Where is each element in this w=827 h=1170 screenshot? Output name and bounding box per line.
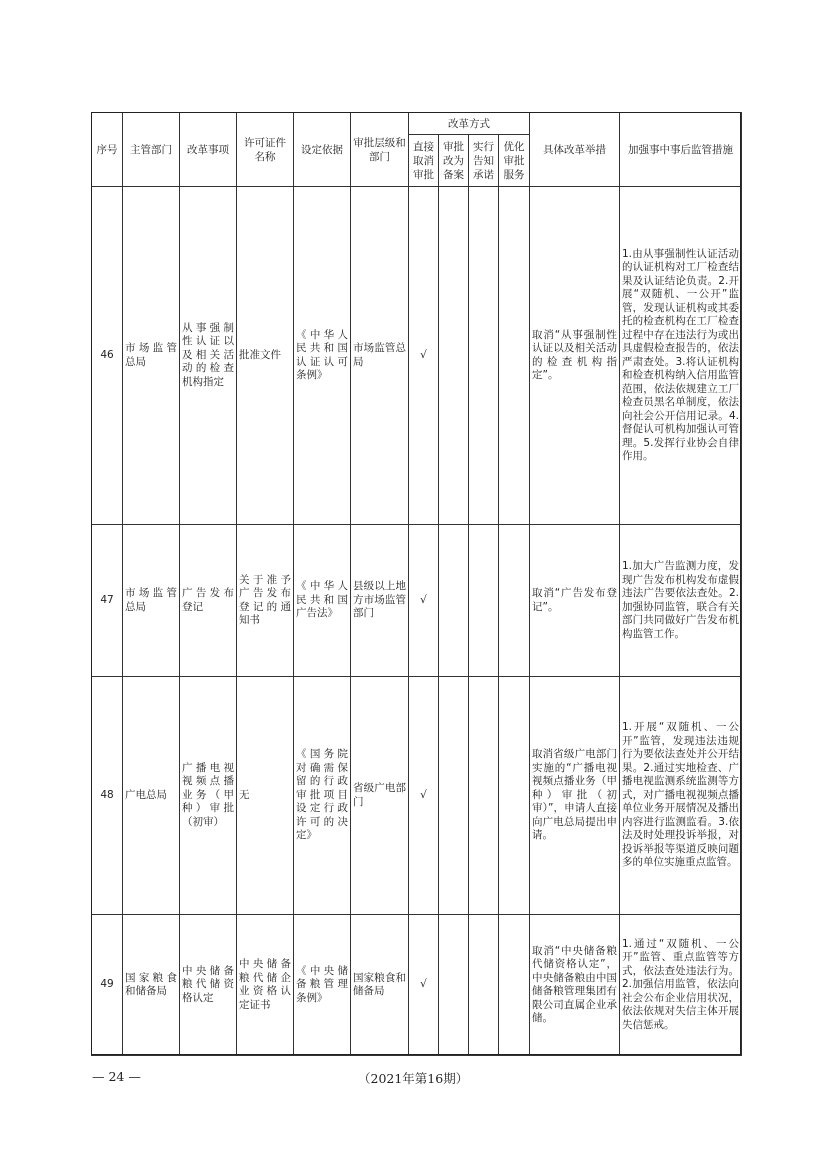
row-optimize-check [499,677,530,915]
row-measures: 取消“从事强制性认证以及相关活动的检查机构指定”。 [530,187,620,525]
row-dept: 市场监管总局 [123,187,180,525]
row-cancel-check: √ [409,525,439,677]
row-item: 中央储备粮代储资格认定 [180,915,237,1056]
header-method-group: 改革方式 [409,113,530,135]
row-item: 从事强制性认证以及相关活动的检查机构指定 [180,187,237,525]
table-row [92,677,742,915]
row-measures: 取消“广告发布登记”。 [530,525,620,677]
row-cancel-check: √ [409,915,439,1056]
row-item: 广播电视视频点播业务（甲种）审批（初审） [180,677,237,915]
row-number: 48 [92,677,123,915]
row-notify-check [469,677,499,915]
header-item: 改革事项 [180,113,237,187]
header-permit: 许可证件名称 [237,113,294,187]
row-optimize-check [499,187,530,525]
row-filing-check [439,915,469,1056]
row-level: 市场监管总局 [351,187,409,525]
row-permit: 关于准予广告发布登记的通知书 [237,525,294,677]
row-supervision: 1.开展“双随机、一公开”监管，发现违法违规行为要依法查处并公开结果。2.通过实地检查、广播电视监测系统监测等方式，对广播电视视频点播单位业务开展情况及播出内容进行监测监看。3.依法及时处理投诉举报，对投诉举报等渠道反映问题多的单位实施重点监管。 [620,677,742,915]
row-number: 46 [92,187,123,525]
row-level: 国家粮食和储备局 [351,915,409,1056]
row-supervision: 1.通过“双随机、一公开”监管、重点监管等方式，依法查处违法行为。2.加强信用监管，依法向社会公布企业信用状况，依法依规对失信主体开展失信惩戒。 [620,915,742,1056]
row-optimize-check [499,525,530,677]
row-basis: 《中央储备粮管理条例》 [294,915,351,1056]
row-level: 县级以上地方市场监管部门 [351,525,409,677]
row-permit: 无 [237,677,294,915]
row-supervision: 1.加大广告监测力度，发现广告发布机构发布虚假违法广告要依法查处。2.加强协同监管，联合有关部门共同做好广告发布机构监管工作。 [620,525,742,677]
row-notify-check [469,187,499,525]
header-method-cancel: 直接取消审批 [409,135,439,187]
table-row [92,915,742,1056]
page-number: — 24 — [92,1069,141,1084]
table-header [92,113,742,187]
row-supervision: 1.由从事强制性认证活动的认证机构对工厂检查结果及认证结论负责。2.开展“双随机、一公开”监管，发现认证机构或其委托的检查机构在工厂检查过程中存在违法行为或出具虚假检查报告的，依法严肃查处。3.将认证机构和检查机构纳入信用监管范围，依法依规建立工厂检查员黑名单制度，依法向社会公开信用记录。4.督促认可机构加强认可管理。5.发挥行业协会自律作用。 [620,187,742,525]
header-dept: 主管部门 [123,113,180,187]
header-method-optimize: 优化审批服务 [499,135,530,187]
issue-label: （2021年第16期） [358,1071,469,1086]
row-notify-check [469,525,499,677]
table-row [92,187,742,525]
row-filing-check [439,677,469,915]
header-seq: 序号 [92,113,123,187]
row-cancel-check: √ [409,677,439,915]
row-filing-check [439,187,469,525]
row-notify-check [469,915,499,1056]
row-basis: 《中华人民共和国认证认可条例》 [294,187,351,525]
row-optimize-check [499,915,530,1056]
header-measures: 具体改革举措 [530,113,620,187]
row-item: 广告发布登记 [180,525,237,677]
row-dept: 广电总局 [123,677,180,915]
row-dept: 国家粮食和储备局 [123,915,180,1056]
row-permit: 批准文件 [237,187,294,525]
row-cancel-check: √ [409,187,439,525]
row-number: 49 [92,915,123,1056]
header-level: 审批层级和部门 [351,113,409,187]
row-measures: 取消省级广电部门实施的“广播电视视频点播业务（甲种）审批（初审）”，申请人直接向广电总局提出申请。 [530,677,620,915]
row-level: 省级广电部门 [351,677,409,915]
table-row [92,525,742,677]
header-method-filing: 审批改为备案 [439,135,469,187]
header-method-notify: 实行告知承诺 [469,135,499,187]
row-number: 47 [92,525,123,677]
row-filing-check [439,525,469,677]
header-basis: 设定依据 [294,113,351,187]
row-basis: 《中华人民共和国广告法》 [294,525,351,677]
reform-table [91,112,742,1056]
row-permit: 中央储备粮代储企业资格认定证书 [237,915,294,1056]
row-basis: 《国务院对确需保留的行政审批项目设定行政许可的决定》 [294,677,351,915]
row-measures: 取消“中央储备粮代储资格认定”，中央储备粮由中国储备粮管理集团有限公司直属企业承储。 [530,915,620,1056]
row-dept: 市场监管总局 [123,525,180,677]
header-supervision: 加强事中事后监管措施 [620,113,742,187]
